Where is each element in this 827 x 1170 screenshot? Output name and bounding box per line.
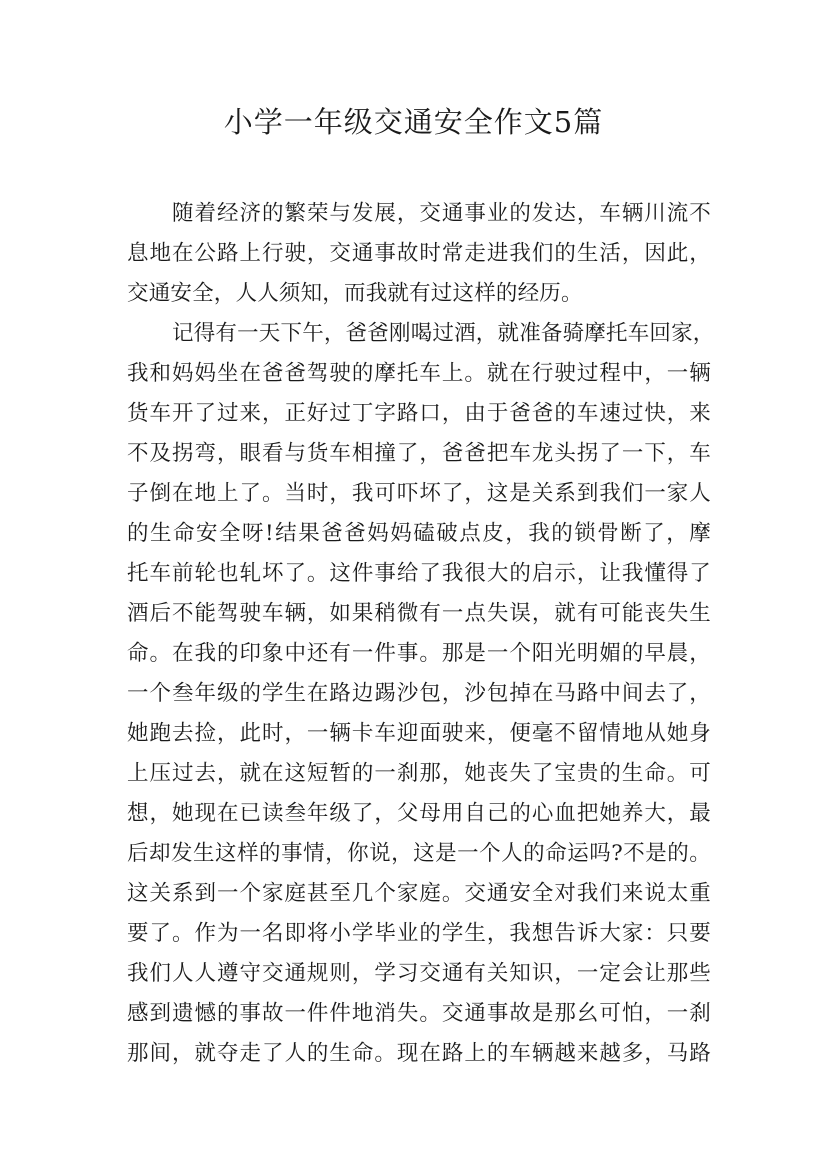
paragraph-1-line-3: 交通安全，人人须知，而我就有过这样的经历。: [127, 281, 583, 306]
paragraph-2-line-12: 上压过去，就在这短暂的一刹那，她丧失了宝贵的生命。可: [127, 761, 711, 786]
paragraph-2-line-8: 酒后不能驾驶车辆，如果稍微有一点失误，就有可能丧失生: [127, 601, 711, 626]
paragraph-2-line-11: 她跑去捡，此时，一辆卡车迎面驶来，便毫不留情地从她身: [127, 721, 711, 746]
paragraph-2-line-7: 托车前轮也轧坏了。这件事给了我很大的启示，让我懂得了: [127, 561, 711, 586]
paragraph-2-line-15: 这关系到一个家庭甚至几个家庭。交通安全对我们来说太重: [127, 881, 711, 906]
paragraph-2-line-4: 不及拐弯，眼看与货车相撞了，爸爸把车龙头拐了一下，车: [127, 441, 711, 466]
paragraph-2-line-9: 命。在我的印象中还有一件事。那是一个阳光明媚的早晨，: [127, 641, 711, 666]
paragraph-2-line-16: 要了。作为一名即将小学毕业的学生，我想告诉大家：只要: [127, 921, 711, 946]
paragraph-2-line-18: 感到遗憾的事故一件件地消失。交通事故是那幺可怕，一刹: [127, 1001, 711, 1026]
paragraph-2-line-17: 我们人人遵守交通规则，学习交通有关知识，一定会让那些: [127, 961, 711, 986]
paragraph-2-line-3: 货车开了过来，正好过丁字路口，由于爸爸的车速过快，来: [127, 401, 711, 426]
paragraph-2-line-10: 一个叁年级的学生在路边踢沙包，沙包掉在马路中间去了，: [127, 681, 711, 706]
paragraph-1-line-1: 随着经济的繁荣与发展，交通事业的发达，车辆川流不: [172, 201, 711, 226]
paragraph-2-line-5: 子倒在地上了。当时，我可吓坏了，这是关系到我们一家人: [127, 481, 711, 506]
paragraph-2-line-2: 我和妈妈坐在爸爸驾驶的摩托车上。就在行驶过程中，一辆: [127, 361, 711, 386]
paragraph-2-line-13: 想，她现在已读叁年级了，父母用自己的心血把她养大，最: [127, 801, 711, 826]
paragraph-2-line-6: 的生命安全呀!结果爸爸妈妈磕破点皮，我的锁骨断了，摩: [127, 521, 711, 546]
document-title: 小学一年级交通安全作文5篇: [223, 105, 604, 139]
paragraph-2-line-1: 记得有一天下午，爸爸刚喝过酒，就准备骑摩托车回家，: [172, 321, 715, 346]
document-body: [127, 194, 715, 1074]
paragraph-1-line-2: 息地在公路上行驶，交通事故时常走进我们的生活，因此，: [127, 241, 711, 266]
paragraph-2-line-19: 那间，就夺走了人的生命。现在路上的车辆越来越多，马路: [127, 1041, 711, 1066]
paragraph-2-line-14: 后却发生这样的事情，你说，这是一个人的命运吗?不是的。: [127, 841, 711, 866]
